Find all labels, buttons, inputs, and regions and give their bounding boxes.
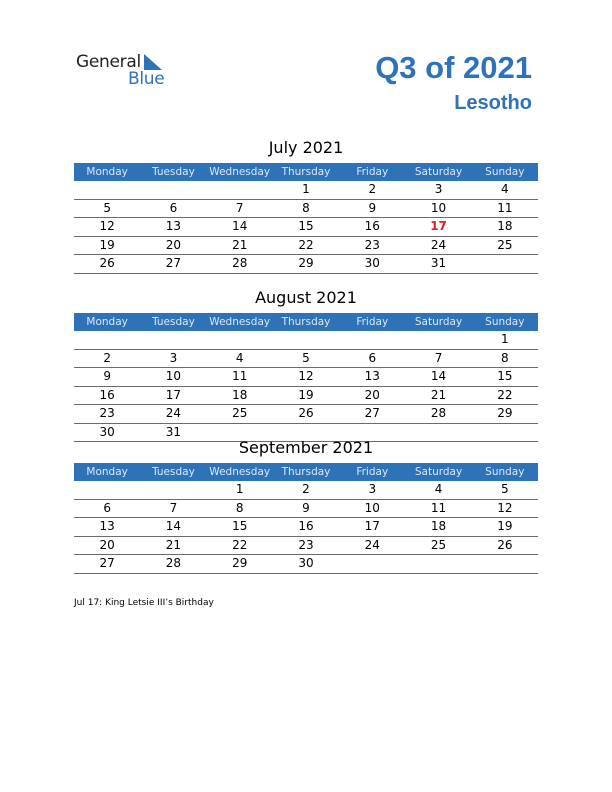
month-title: September 2021: [238, 438, 374, 457]
day-cell: 8: [235, 500, 244, 515]
day-cell: 23: [298, 537, 314, 552]
week-row: [74, 537, 538, 556]
logo-text-general: General: [76, 52, 141, 72]
week-row: [74, 500, 538, 519]
day-cell: 13: [165, 219, 182, 233]
day-cell: 26: [497, 537, 513, 552]
day-cell: 23: [99, 406, 115, 420]
day-cell: 1: [501, 332, 509, 346]
day-cell: 12: [298, 369, 314, 383]
day-cell: 19: [497, 519, 513, 533]
day-cell: [472, 555, 538, 573]
weekday-label: Tuesday: [152, 316, 195, 328]
holiday-note: Jul 17: King Letsie III’s Birthday: [74, 598, 214, 608]
day-cell: 9: [368, 200, 377, 215]
day-cell: [405, 331, 471, 349]
day-cell: 31: [165, 424, 182, 439]
day-cell: 25: [232, 406, 248, 420]
day-cell: [339, 331, 405, 349]
day-cell: 2: [368, 182, 377, 196]
day-cell: 10: [430, 200, 447, 215]
day-cell: [273, 331, 339, 349]
day-cell: 21: [430, 387, 447, 402]
day-cell: 1: [235, 482, 244, 496]
day-cell: 5: [103, 200, 111, 215]
day-cell: 11: [232, 369, 248, 383]
week-row: [74, 387, 538, 406]
weekday-label: Monday: [86, 166, 128, 178]
month-title: July 2021: [268, 138, 344, 157]
week-row: [74, 200, 538, 219]
day-cell: 14: [430, 369, 447, 383]
day-cell: 19: [99, 237, 115, 252]
day-cell: 29: [497, 406, 513, 420]
weekday-label: Sunday: [485, 466, 525, 478]
day-cell: 18: [430, 519, 447, 533]
day-cell: 5: [501, 482, 509, 496]
day-cell: 14: [165, 519, 182, 533]
month-september: [74, 438, 538, 574]
weekday-label: Wednesday: [209, 316, 271, 328]
weekday-label: Saturday: [414, 316, 463, 328]
week-row: [74, 518, 538, 537]
day-cell: 29: [232, 556, 248, 570]
day-cell: 4: [501, 182, 509, 196]
day-cell: 20: [99, 537, 115, 552]
day-cell: 13: [99, 519, 115, 533]
day-cell: 27: [165, 256, 182, 270]
day-cell: 22: [298, 237, 314, 252]
day-cell: 3: [368, 482, 377, 496]
day-cell: 13: [364, 369, 380, 383]
weekday-label: Monday: [86, 466, 128, 478]
logo-triangle-icon: [142, 54, 164, 70]
day-cell: 27: [99, 556, 115, 570]
day-cell: 5: [302, 350, 310, 365]
day-cell: [140, 331, 206, 349]
day-cell: 20: [165, 237, 182, 252]
day-cell: 2: [103, 350, 111, 365]
week-row: [74, 555, 538, 574]
weekday-label: Sunday: [485, 166, 525, 178]
day-cell: 21: [232, 237, 248, 252]
day-cell: 12: [99, 219, 115, 233]
weekday-label: Thursday: [281, 466, 331, 478]
day-cell: 6: [169, 200, 178, 215]
day-cell: 10: [364, 500, 380, 515]
day-cell: 7: [434, 350, 443, 365]
week-row: [74, 255, 538, 274]
day-cell: 9: [302, 500, 310, 515]
day-cell: 16: [298, 519, 314, 533]
day-cell: 19: [298, 387, 314, 402]
week-row: [74, 405, 538, 424]
weekday-label: Monday: [86, 316, 128, 328]
day-cell: 11: [430, 500, 447, 515]
month-title: August 2021: [255, 288, 357, 307]
day-cell: 26: [99, 256, 115, 270]
day-cell: 28: [430, 406, 447, 420]
day-cell: 18: [497, 219, 513, 233]
day-cell: 2: [302, 482, 310, 496]
week-row: [74, 237, 538, 256]
day-cell: 10: [165, 369, 182, 383]
country-name: Lesotho: [454, 92, 532, 114]
day-cell: 16: [99, 387, 115, 402]
day-cell: 15: [497, 369, 513, 383]
week-row: [74, 218, 538, 237]
day-cell: 3: [434, 182, 443, 196]
day-cell: 8: [501, 350, 509, 365]
weekday-label: Wednesday: [209, 466, 271, 478]
weekday-header: [74, 163, 538, 181]
day-cell: 28: [232, 256, 248, 270]
day-cell: 16: [364, 219, 380, 233]
day-cell: 29: [298, 256, 314, 270]
day-cell: 3: [169, 350, 178, 365]
day-cell: [339, 555, 405, 573]
day-cell: 9: [103, 369, 111, 383]
day-cell: [207, 331, 273, 349]
day-cell: 7: [235, 200, 244, 215]
day-cell: [140, 481, 206, 499]
weekday-label: Thursday: [281, 166, 331, 178]
day-cell: 14: [232, 219, 248, 233]
brand-logo: [76, 52, 176, 92]
quarter-title: Q3 of 2021: [375, 50, 532, 85]
weekday-label: Friday: [356, 166, 389, 178]
day-cell: 31: [430, 256, 447, 270]
day-cell: 17: [430, 219, 447, 233]
weekday-label: Friday: [356, 316, 389, 328]
day-cell: [207, 181, 273, 199]
week-row: [74, 368, 538, 387]
day-cell: 1: [302, 182, 310, 196]
weekday-label: Friday: [356, 466, 389, 478]
day-cell: 15: [232, 519, 248, 533]
week-row: [74, 331, 538, 350]
day-cell: 28: [165, 556, 182, 570]
month-august: [74, 288, 538, 442]
weekday-label: Tuesday: [152, 466, 195, 478]
weekday-label: Thursday: [281, 316, 331, 328]
day-cell: 26: [298, 406, 314, 420]
day-cell: 21: [165, 537, 182, 552]
weekday-header: [74, 463, 538, 481]
day-cell: [74, 481, 140, 499]
weekday-label: Saturday: [414, 166, 463, 178]
day-cell: 4: [434, 482, 443, 496]
day-cell: [74, 181, 140, 199]
day-cell: [140, 181, 206, 199]
day-cell: 25: [430, 537, 447, 552]
day-cell: 11: [497, 200, 513, 215]
week-row: [74, 350, 538, 369]
day-cell: 27: [364, 406, 380, 420]
month-july: [74, 138, 538, 274]
day-cell: 23: [364, 237, 380, 252]
day-cell: 4: [235, 350, 244, 365]
weekday-label: Wednesday: [209, 166, 271, 178]
day-cell: 7: [169, 500, 178, 515]
day-cell: 24: [364, 537, 380, 552]
day-cell: [472, 255, 538, 273]
day-cell: 12: [497, 500, 513, 515]
logo-text-blue: Blue: [128, 69, 165, 89]
day-cell: 30: [298, 556, 314, 570]
day-cell: 8: [302, 200, 310, 215]
week-row: [74, 481, 538, 500]
day-cell: 18: [232, 387, 248, 402]
day-cell: 22: [497, 387, 513, 402]
weekday-header: [74, 313, 538, 331]
day-cell: 24: [430, 237, 447, 252]
weekday-label: Tuesday: [152, 166, 195, 178]
day-cell: 30: [364, 256, 380, 270]
day-cell: 15: [298, 219, 314, 233]
day-cell: 25: [497, 237, 513, 252]
weekday-label: Sunday: [485, 316, 525, 328]
weekday-label: Saturday: [414, 466, 463, 478]
week-row: [74, 181, 538, 200]
day-cell: 6: [368, 350, 377, 365]
day-cell: 17: [364, 519, 380, 533]
day-cell: 24: [165, 406, 182, 420]
day-cell: 22: [232, 537, 248, 552]
day-cell: 30: [99, 424, 115, 439]
day-cell: 20: [364, 387, 380, 402]
day-cell: [74, 331, 140, 349]
day-cell: 6: [103, 500, 111, 515]
day-cell: 17: [165, 387, 182, 402]
day-cell: [405, 555, 471, 573]
